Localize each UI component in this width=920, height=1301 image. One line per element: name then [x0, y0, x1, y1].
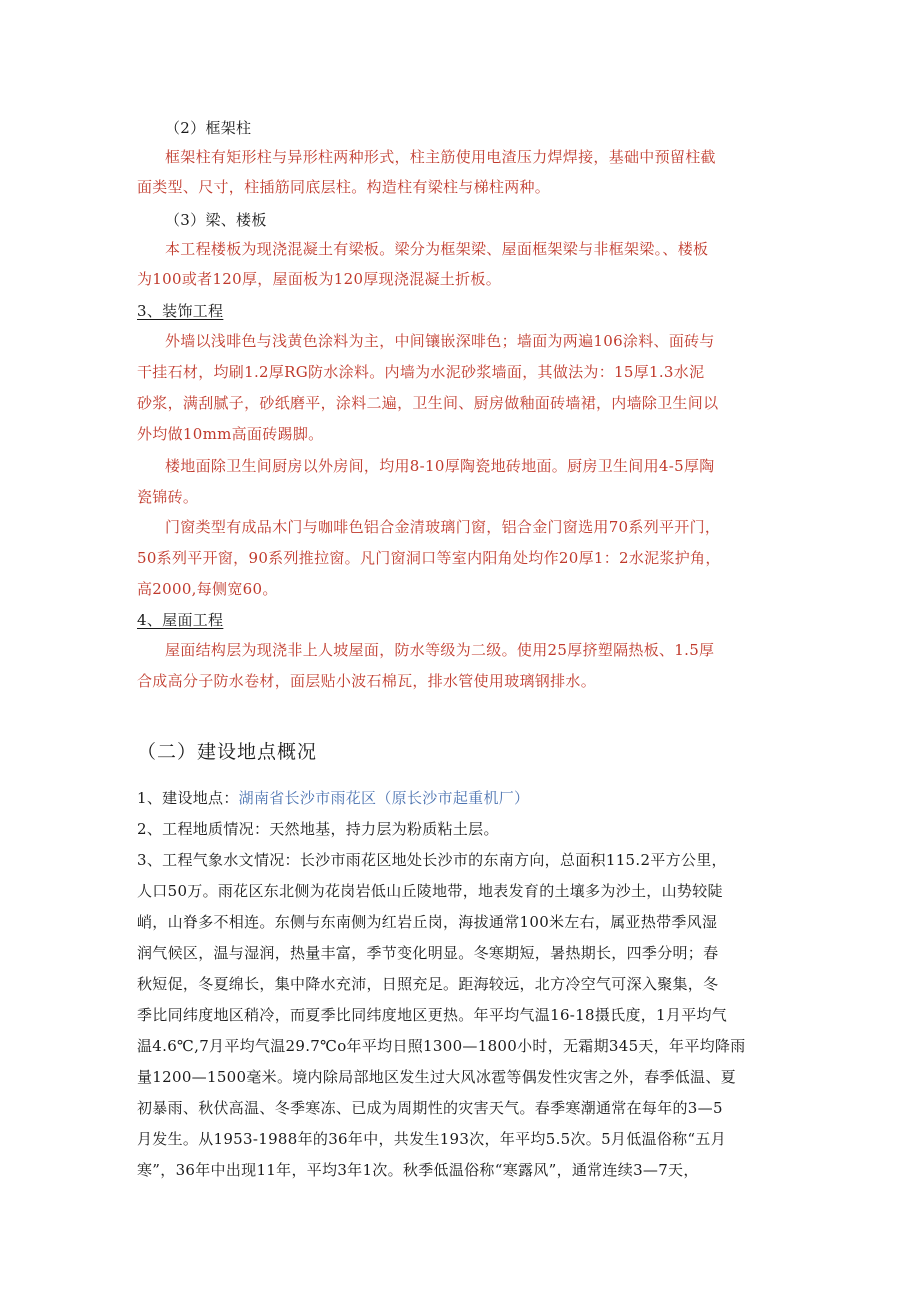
climate-paragraph-line: 润气候区，温与湿润，热量丰富，季节变化明显。冬寒期短，暑热期长，四季分明；春: [137, 944, 719, 962]
paragraph-line: 外墙以浅啡色与浅黄色涂料为主，中间镶嵌深啡色；墙面为两遍106涂料、面砖与: [165, 332, 715, 350]
paragraph-line: 瓷锦砖。: [137, 488, 199, 506]
paragraph-line: 合成高分子防水卷材，面层贴小波石棉瓦，排水管使用玻璃钢排水。: [137, 672, 597, 690]
site-location-value: 湖南省长沙市雨花区（原长沙市起重机厂）: [238, 789, 530, 807]
paragraph-line: 为100或者120厚，屋面板为120厚现浇混凝土折板。: [137, 270, 501, 288]
paragraph-line: 门窗类型有成品木门与咖啡色铝合金清玻璃门窗，铝合金门窗选用70系列平开门，: [165, 518, 721, 536]
climate-paragraph-line: 月发生。从1953-1988年的36年中，共发生193次，年平均5.5次。5月低温俗称“五月: [137, 1130, 727, 1148]
section-heading-frame-columns: （2）框架柱: [165, 119, 252, 137]
section-title-site-overview: （二）建设地点概况: [137, 741, 318, 763]
paragraph-line: 高2000,每侧宽60。: [137, 580, 278, 598]
climate-paragraph-line: 人口50万。雨花区东北侧为花岗岩低山丘陵地带，地表发育的土壤多为沙土，山势较陡: [137, 882, 723, 900]
climate-paragraph-line: 量1200—1500毫米。境内除局部地区发生过大风冰雹等偶发性灾害之外，春季低温、夏: [137, 1068, 736, 1086]
section-heading-decoration: 3、装饰工程: [137, 302, 224, 320]
paragraph-line: 外均做10mm高面砖踢脚。: [137, 425, 324, 443]
paragraph-line: 50系列平开窗，90系列推拉窗。凡门窗洞口等室内阳角处均作20厚1：2水泥浆护角，: [137, 549, 721, 567]
climate-paragraph-line: 峭，山脊多不相连。东侧与东南侧为红岩丘岗，海拔通常100米左右，属亚热带季风湿: [137, 913, 718, 931]
paragraph-line: 面类型、尺寸，柱插筋同底层柱。构造柱有梁柱与梯柱两种。: [137, 178, 551, 196]
site-location-label: 1、建设地点：: [137, 789, 239, 807]
paragraph-line: 框架柱有矩形柱与异形柱两种形式，柱主筋使用电渣压力焊焊接，基础中预留柱截: [165, 148, 716, 166]
paragraph-line: 本工程楼板为现浇混凝土有梁板。梁分为框架梁、屋面框架梁与非框架梁。、楼板: [165, 240, 709, 258]
climate-paragraph-line: 季比同纬度地区稍冷，而夏季比同纬度地区更热。年平均气温16-18摄氏度，1月平均气: [137, 1006, 728, 1024]
site-location-line: [137, 788, 529, 808]
climate-paragraph-line: 秋短促，冬夏绵长，集中降水充沛，日照充足。距海较远，北方冷空气可深入聚集，冬: [137, 975, 719, 993]
climate-paragraph-line: 温4.6℃,7月平均气温29.7℃o年平均日照1300—1800小时，无霜期345天，年平均降雨: [137, 1037, 746, 1055]
paragraph-line: 楼地面除卫生间厨房以外房间，均用8-10厚陶瓷地砖地面。厨房卫生间用4-5厚陶: [165, 457, 715, 475]
paragraph-line: 屋面结构层为现浇非上人坡屋面，防水等级为二级。使用25厚挤塑隔热板、1.5厚: [165, 641, 715, 659]
paragraph-line: 干挂石材，均刷1.2厚RG防水涂料。内墙为水泥砂浆墙面，其做法为：15厚1.3水泥: [137, 363, 705, 381]
paragraph-line: 砂浆，满刮腻子，砂纸磨平，涂料二遍，卫生间、厨房做釉面砖墙裙，内墙除卫生间以: [137, 394, 719, 412]
climate-paragraph-line: 初暴雨、秋伏高温、冬季寒冻、已成为周期性的灾害天气。春季寒潮通常在每年的3—5: [137, 1099, 723, 1117]
climate-paragraph-line: 寒”，36年中出现11年，平均3年1次。秋季低温俗称“寒露风”，通常连续3—7天，: [137, 1161, 699, 1179]
section-heading-beams-slabs: （3）梁、楼板: [165, 211, 267, 229]
section-heading-roof: 4、屋面工程: [137, 611, 224, 629]
climate-paragraph-line: 3、工程气象水文情况：长沙市雨花区地处长沙市的东南方向，总面积115.2平方公里，: [137, 851, 727, 869]
geology-line: 2、工程地质情况：天然地基，持力层为粉质粘土层。: [137, 820, 499, 838]
